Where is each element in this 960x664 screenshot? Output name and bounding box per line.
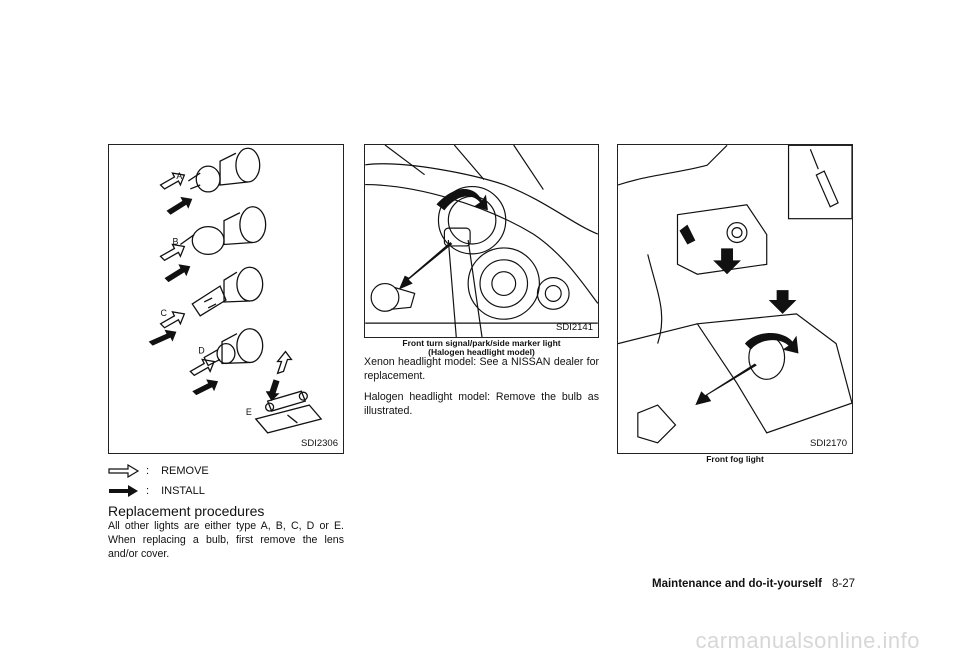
replacement-paragraph: All other lights are either type A, B, C, D or E. When replacing a bulb, first remove the lens and/or cover. [108, 520, 344, 560]
halogen-paragraph: Halogen headlight model: Remove the bulb as illustrated. [364, 391, 599, 417]
label-d: D [198, 345, 205, 356]
turn-signal-figure [364, 144, 599, 338]
bulb-c-socket [192, 267, 262, 316]
bulb-b-socket [180, 207, 265, 255]
label-e: E [245, 407, 252, 418]
label-c: C [160, 307, 167, 318]
bulb-types-illustration [109, 145, 343, 453]
xenon-paragraph: Xenon headlight model: See a NISSAN dealer for replacement. [364, 356, 599, 382]
page-footer [652, 578, 855, 590]
legend-remove [108, 464, 209, 478]
legend-remove-text: REMOVE [161, 465, 209, 477]
watermark-text: carmanualsonline.info [695, 628, 920, 653]
turn-signal-caption-1: Front turn signal/park/side marker light [402, 338, 561, 348]
fog-light-caption: Front fog light [706, 454, 764, 464]
page-number: 8-27 [831, 578, 855, 590]
figure-code: SDI2306 [301, 438, 338, 449]
label-a: A [176, 171, 183, 182]
legend-separator: : [146, 485, 150, 497]
bulb-types-figure [108, 144, 344, 454]
outline-arrow-icon [108, 464, 140, 478]
legend-install-text: INSTALL [161, 485, 205, 497]
turn-signal-caption-2: (Halogen headlight model) [428, 347, 535, 357]
section-heading: Replacement procedures [108, 503, 265, 519]
label-b: B [172, 236, 179, 247]
turn-signal-illustration [365, 145, 598, 337]
bulb-d-socket [204, 329, 263, 366]
bulb-a-socket [188, 148, 259, 192]
fog-light-illustration [618, 145, 852, 453]
figure-code: SDI2170 [810, 438, 847, 449]
fog-light-figure [617, 144, 853, 454]
figure-code: SDI2141 [556, 322, 593, 333]
solid-arrow-icon [108, 484, 140, 498]
bulb-e-festoon [256, 391, 321, 433]
legend-install [108, 484, 205, 498]
legend-separator: : [146, 465, 150, 477]
footer-section: Maintenance and do-it-yourself [652, 578, 822, 590]
